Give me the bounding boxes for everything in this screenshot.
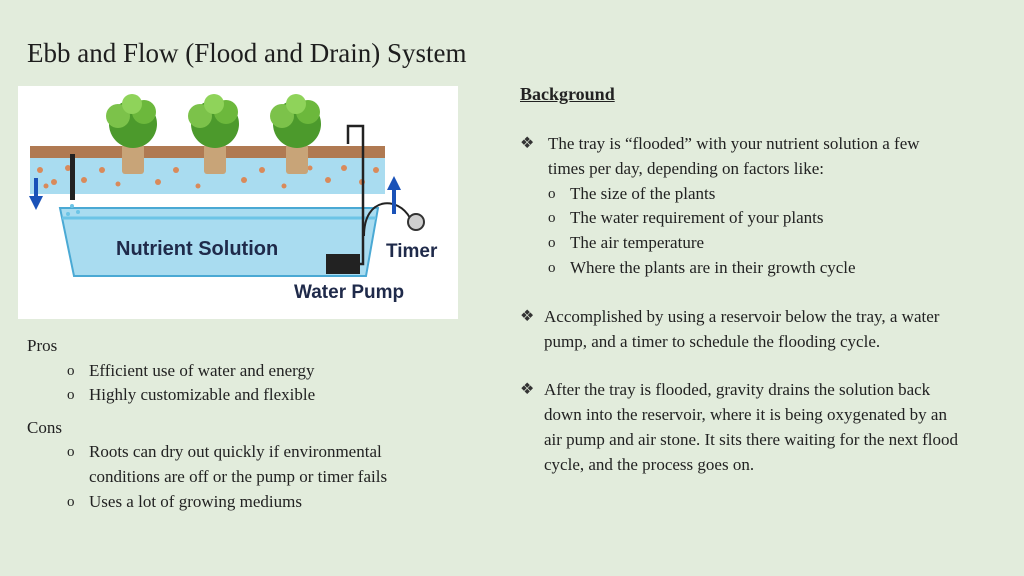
up-arrow-icon <box>387 176 401 214</box>
cons-heading: Cons <box>27 417 62 437</box>
list-item <box>532 206 960 231</box>
label-nutrient-solution: Nutrient Solution <box>116 238 279 260</box>
factors-list <box>520 182 960 281</box>
diamond-bullet-icon: ❖ <box>520 381 535 399</box>
bullet-icon: o <box>67 387 75 404</box>
list-item <box>532 231 960 256</box>
bullet-icon: o <box>548 210 556 227</box>
list-item <box>27 490 447 515</box>
cons-item-text: Uses a lot of growing mediums <box>89 491 302 511</box>
timer-dial <box>408 214 424 230</box>
bullet-icon: o <box>548 259 556 276</box>
factor-text: The water requirement of your plants <box>570 208 824 228</box>
pros-item-text: Highly customizable and flexible <box>89 385 316 405</box>
diamond-bullet-icon: ❖ <box>520 135 535 152</box>
pros-heading: Pros <box>27 336 58 355</box>
pros-list <box>27 359 447 408</box>
label-water-pump: Water Pump <box>294 282 405 303</box>
overflow-pipe <box>70 154 75 200</box>
diamond-bullet-icon: ❖ <box>520 307 535 325</box>
diagram-svg <box>18 86 458 319</box>
background-point-1 <box>520 132 960 182</box>
list-item <box>532 182 960 207</box>
bullet-icon: o <box>67 444 75 461</box>
pros-cons-section <box>27 334 447 514</box>
bullet-icon: o <box>67 362 75 379</box>
pros-item-text: Efficient use of water and energy <box>89 360 315 380</box>
point-2-text: Accomplished by using a reservoir below the tray, a water pump, and a timer to schedule the flooding cycle. <box>544 306 940 351</box>
list-item <box>532 256 960 281</box>
point-3-text: After the tray is flooded, gravity drains the solution back down into the reservoir, where it is being oxygenated by an air pump and air stone. It sits there waiting for the next flood cycle, and the process goes on. <box>544 380 959 474</box>
label-timer: Timer <box>386 241 438 262</box>
factor-text: The air temperature <box>570 233 705 253</box>
list-item <box>27 359 447 384</box>
bullet-icon: o <box>67 493 75 510</box>
background-heading: Background <box>520 84 615 104</box>
factor-text: The size of the plants <box>570 183 716 203</box>
list-item <box>27 383 447 408</box>
cons-list <box>27 440 447 514</box>
ebb-flow-diagram <box>18 86 458 319</box>
pump-box <box>326 254 360 274</box>
background-section <box>520 82 960 478</box>
point-1-text: The tray is “flooded” with your nutrient solution a few times per day, depending on factors like: <box>548 134 920 178</box>
bullet-icon: o <box>548 185 556 202</box>
background-point-2 <box>520 305 960 355</box>
factor-text: Where the plants are in their growth cycle <box>570 257 856 277</box>
background-point-3 <box>520 378 960 477</box>
slide-title: Ebb and Flow (Flood and Drain) System <box>27 38 467 68</box>
cons-item-text: Roots can dry out quickly if environmental conditions are off or the pump or timer fails <box>89 442 388 486</box>
bullet-icon: o <box>548 235 556 252</box>
list-item <box>27 440 447 489</box>
